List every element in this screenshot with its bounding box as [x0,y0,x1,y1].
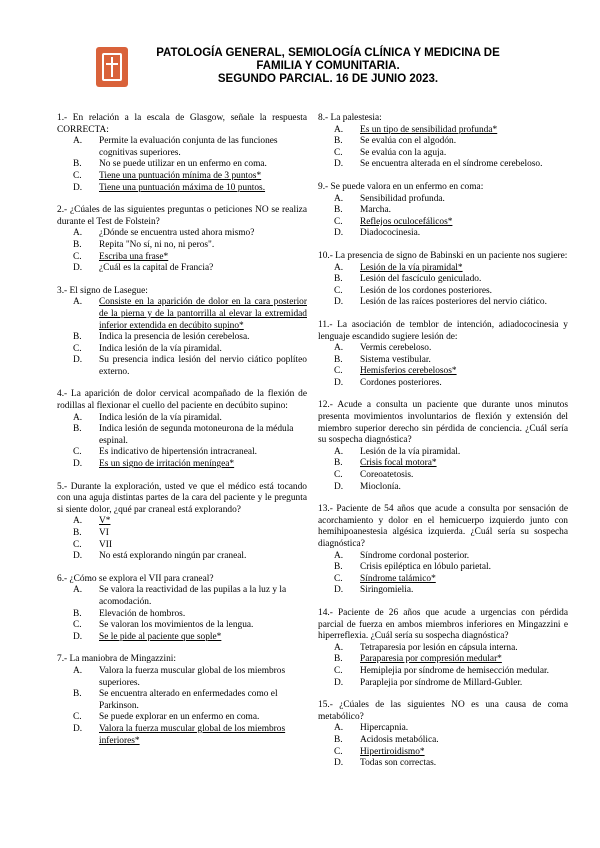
option-letter: C. [73,447,82,458]
option-text: Repita "No sí, ni no, ni peros". [99,239,215,250]
option-letter: A. [73,136,83,147]
option-text-correct: Es un signo de irritación meníngea* [99,459,235,470]
option-letter: C. [73,251,82,262]
question-11 [318,320,568,390]
option-letter: D. [334,481,344,492]
option-text: Sistema vestibular. [360,354,431,365]
option-text-correct: Lesión de la vía piramidal* [360,262,463,273]
question-stem: 7.- La maniobra de Mingazzini: [57,654,176,665]
option-letter: B. [334,354,343,365]
question-stem: 14.- Paciente de 26 años que acude a urgencias con pérdida parcial de fuerza en ambos miembros inferiores en Mingazzini e hiperreflexia. ¿Cuál sería su sospecha diagnóstica? [318,607,568,642]
header-line-1: PATOLOGÍA GENERAL, SEMIOLOGÍA CLÍNICA Y MEDICINA DE [156,47,500,59]
question-7 [57,654,307,747]
option-text: Indica lesión de la vía piramidal. [99,412,222,423]
option-text-correct: Tiene una puntuación mínima de 3 puntos* [99,170,262,181]
option-letter: B. [73,689,82,700]
header-line-2: FAMILIA Y COMUNITARIA. [256,60,400,72]
option-d [57,459,307,471]
option-letter: D. [334,159,344,170]
option-a [318,263,568,275]
question-15 [318,700,568,770]
question-stem: 9.- Se puede valora en un enfermo en coma: [318,181,484,192]
option-b [318,205,568,217]
option-letter: A. [73,516,83,527]
option-letter: C. [73,170,82,181]
option-a [57,228,307,240]
option-b [57,609,307,621]
option-text: ¿Cuál es la capital de Francia? [99,263,214,274]
option-d [57,724,307,747]
option-text: Indica lesión de segunda motoneurona de la médula espinal. [99,424,294,446]
option-letter: B. [334,562,343,573]
option-d [318,378,568,390]
option-a [57,413,307,425]
question-stem: 13.- Paciente de 54 años que acude a consulta por sensación de acorchamiento y dolor en el hemicuerpo izquierdo junto con hemihipoanestesia algésica izquierda. ¿Cuál sería su sospecha diagnóstica? [318,504,568,549]
option-letter: B. [334,274,343,285]
option-text: Se puede explorar en un enfermo en coma. [99,712,260,723]
option-letter: D. [334,228,344,239]
option-c [318,470,568,482]
option-letter: C. [334,216,343,227]
option-text: Su presencia indica lesión del nervio ciático poplíteo externo. [99,355,307,377]
option-letter: A. [334,124,344,135]
question-5 [57,482,307,563]
option-letter: C. [334,746,343,757]
option-letter: B. [73,332,82,343]
option-letter: B. [73,528,82,538]
option-text: Se encuentra alterado en enfermedades como el Parkinson. [99,689,278,711]
question-9 [318,182,568,240]
question-stem: 4.- La aparición de dolor cervical acompañado de la flexión de rodillas al flexionar el cuello del paciente en decúbito supino: [57,389,307,412]
option-text: VII [99,539,113,550]
option-letter: D. [73,631,83,642]
option-text: Tiene una puntuación máxima de 10 puntos. [99,182,266,193]
question-stem: 11.- La asociación de temblor de intención, adiadococinesia y lenguaje escandido sugiere lesión de: [318,319,568,342]
option-text: ¿Dónde se encuentra usted ahora mismo? [99,228,255,239]
question-4 [57,389,307,470]
option-text: Lesión de las raíces posteriores del nervio ciático. [360,297,547,308]
question-10 [318,251,568,309]
option-b [318,355,568,367]
option-b [318,654,568,666]
option-d [318,482,568,494]
option-letter: A. [334,642,344,653]
option-b [57,159,307,171]
option-text: Hemiplejia por síndrome de hemisección medular. [360,665,550,676]
option-text-correct: Hemisferios cerebelosos* [360,366,457,377]
option-text: Lesión de la vía piramidal. [360,446,461,457]
option-c [57,344,307,356]
option-letter: A. [73,228,83,239]
option-letter: C. [334,573,343,584]
university-logo [96,47,128,87]
option-d [318,678,568,690]
option-a [57,666,307,689]
option-letter: D. [73,723,83,734]
option-text: Elevación de hombros. [99,608,186,619]
option-letter: A. [73,665,83,676]
question-2 [57,205,307,275]
option-letter: A. [334,343,344,354]
option-b [318,136,568,148]
question-stem: 15.- ¿Cúales de las siguientes NO es una causa de coma metabólico? [318,700,568,722]
option-letter: C. [334,470,343,481]
option-text: Se evalúa con la aguja. [360,147,447,158]
option-d [57,551,307,563]
option-a [57,136,307,159]
option-letter: D. [334,297,344,308]
option-d [318,159,568,171]
option-text-correct: Crisis focal motora* [360,458,437,469]
option-text: Diadococinesia. [360,228,421,239]
question-8 [318,113,568,171]
option-letter: D. [73,263,83,274]
option-c [318,286,568,298]
option-letter: D. [73,459,83,470]
question-stem: 8.- La palestesia: [318,113,382,123]
option-letter: D. [334,758,344,769]
option-c [318,217,568,229]
option-b [318,562,568,574]
option-text-correct: Reflejos oculocefálicos* [360,216,453,227]
option-text: Valora la fuerza muscular global de los miembros superiores. [99,665,286,688]
option-a [318,643,568,655]
option-a [318,343,568,355]
option-text: Indica lesión de la vía piramidal. [99,343,222,354]
option-text-correct: Se le pide al paciente que sople* [99,631,222,642]
question-stem: 12.- Acude a consulta un paciente que durante unos minutos presenta movimientos involuntarios de flexión y extensión del miembro superior derecho sin pérdida de conciencia. ¿Cuál sería su sospecha diagnóstica? [318,400,568,446]
option-letter: C. [334,285,343,296]
question-1 [57,113,307,194]
option-b [57,528,307,540]
option-letter: A. [334,723,344,734]
option-text: Sensibilidad profunda. [360,193,445,204]
option-letter: A. [73,297,83,308]
option-letter: A. [334,550,344,561]
option-c [57,712,307,724]
option-letter: B. [334,458,343,469]
option-a [318,447,568,459]
option-text-correct: Escriba una frase* [99,251,169,262]
option-letter: B. [334,734,343,745]
option-text: Crisis epiléptica en lóbulo parietal. [360,562,491,573]
option-text-correct: Síndrome talámico* [360,573,436,584]
option-text: Se valora la reactividad de las pupilas a la luz y la acomodación. [99,585,287,607]
right-column [318,113,568,781]
option-text: Se valoran los movimientos de la lengua. [99,620,254,631]
option-letter: C. [73,539,82,550]
option-text-correct: Valora la fuerza muscular global de los miembros inferiores* [99,723,286,746]
option-letter: C. [334,665,343,676]
option-letter: D. [334,377,344,388]
option-a [57,297,307,332]
option-a [318,551,568,563]
question-stem: 5.- Durante la exploración, usted ve que el médico está tocando con una aguja distintas partes de la cara del paciente y le pregunta si siente dolor, ¿qué par craneal está explorando? [57,481,307,515]
option-letter: A. [334,446,344,457]
option-text: Síndrome cordonal posterior. [360,550,470,561]
option-c [318,747,568,759]
option-letter: C. [73,620,82,631]
option-text-correct: Paraparesia por compresión medular* [360,654,502,665]
option-text: Hipercapnia. [360,723,409,734]
option-text: No está explorando ningún par craneal. [99,551,247,562]
option-text: Permite la evaluación conjunta de las funciones cognitivas superiores. [99,136,278,158]
option-text: Mioclonía. [360,481,401,492]
question-stem: 1.- En relación a la escala de Glasgow, señale la respuesta CORRECTA: [57,113,307,135]
option-c [57,540,307,552]
option-text: Se evalúa con el algodón. [360,136,457,147]
option-text: No se puede utilizar en un enfermo en coma. [99,159,267,170]
question-stem: 10.- La presencia de signo de Babinski en un paciente nos sugiere: [318,250,568,261]
option-letter: C. [73,712,82,723]
option-letter: B. [73,424,82,435]
option-c [57,171,307,183]
left-column [57,113,307,758]
option-text-correct: Es un tipo de sensibilidad profunda* [360,124,498,135]
option-b [57,240,307,252]
header-line-3: SEGUNDO PARCIAL. 16 DE JUNIO 2023. [217,73,439,85]
option-d [318,758,568,770]
option-a [318,194,568,206]
option-letter: D. [73,182,83,193]
option-b [57,332,307,344]
option-b [318,274,568,286]
option-a [57,585,307,608]
option-letter: B. [73,159,82,170]
option-letter: B. [334,136,343,147]
question-stem: 3.- El signo de Lasegue: [57,285,148,296]
option-letter: B. [73,608,82,619]
option-a [318,723,568,735]
option-c [318,666,568,678]
option-letter: D. [334,677,344,688]
option-b [318,735,568,747]
option-letter: D. [334,585,344,596]
option-text: Se encuentra alterada en el síndrome cerebeloso. [360,159,543,170]
option-letter: B. [334,205,343,216]
option-d [318,297,568,309]
exam-header [138,47,518,86]
option-text-correct: V* [99,516,111,527]
option-text: Acidosis metabólica. [360,734,439,745]
option-letter: A. [73,412,83,423]
option-text: Paraplejia por síndrome de Millard-Gubler. [360,677,523,688]
option-letter: A. [334,262,344,273]
question-6 [57,574,307,644]
option-c [57,620,307,632]
option-text: VI [99,528,109,538]
question-13 [318,504,568,597]
option-d [57,183,307,195]
option-text: Indica la presencia de lesión cerebelosa. [99,332,250,343]
option-letter: B. [73,239,82,250]
option-a [318,125,568,137]
option-d [318,228,568,240]
option-letter: C. [334,366,343,377]
option-b [318,458,568,470]
option-c [57,252,307,264]
option-d [57,355,307,378]
option-text-correct: Consiste en la aparición de dolor en la cara posterior de la pierna y de la pantorrilla al elevar la extremidad inferior extendida en decúbito supino* [99,297,307,331]
option-c [318,574,568,586]
option-text: Cordones posteriores. [360,377,442,388]
question-3 [57,286,307,379]
question-stem: 6.- ¿Cómo se explora el VII para craneal? [57,573,214,584]
option-c [318,366,568,378]
option-letter: B. [334,654,343,665]
option-d [318,585,568,597]
option-text: Lesión del fascículo geniculado. [360,274,482,285]
option-c [318,148,568,160]
option-text: Lesión de los cordones posteriores. [360,285,493,296]
option-d [57,263,307,275]
option-a [57,516,307,528]
option-letter: A. [334,193,344,204]
option-letter: C. [334,147,343,158]
option-b [57,424,307,447]
option-text-correct: Hipertiroidismo* [360,746,425,757]
question-14 [318,608,568,689]
option-d [57,632,307,644]
option-text: Es indicativo de hipertensión intracraneal. [99,447,258,458]
question-12 [318,400,568,493]
option-text: Coreoatetosis. [360,470,414,481]
option-letter: C. [73,343,82,354]
option-letter: D. [73,551,83,562]
option-text: Siringomielia. [360,585,414,596]
option-text: Todas son correctas. [360,758,437,769]
option-text: Vermis cerebeloso. [360,343,432,354]
option-letter: A. [73,585,83,596]
option-letter: D. [73,355,83,366]
option-b [57,689,307,712]
option-c [57,447,307,459]
question-stem: 2.- ¿Cúales de las siguientes preguntas o peticiones NO se realiza durante el Test de Folstein? [57,205,307,227]
option-text: Marcha. [360,205,391,216]
option-text: Tetraparesia por lesión en cápsula interna. [360,642,518,653]
